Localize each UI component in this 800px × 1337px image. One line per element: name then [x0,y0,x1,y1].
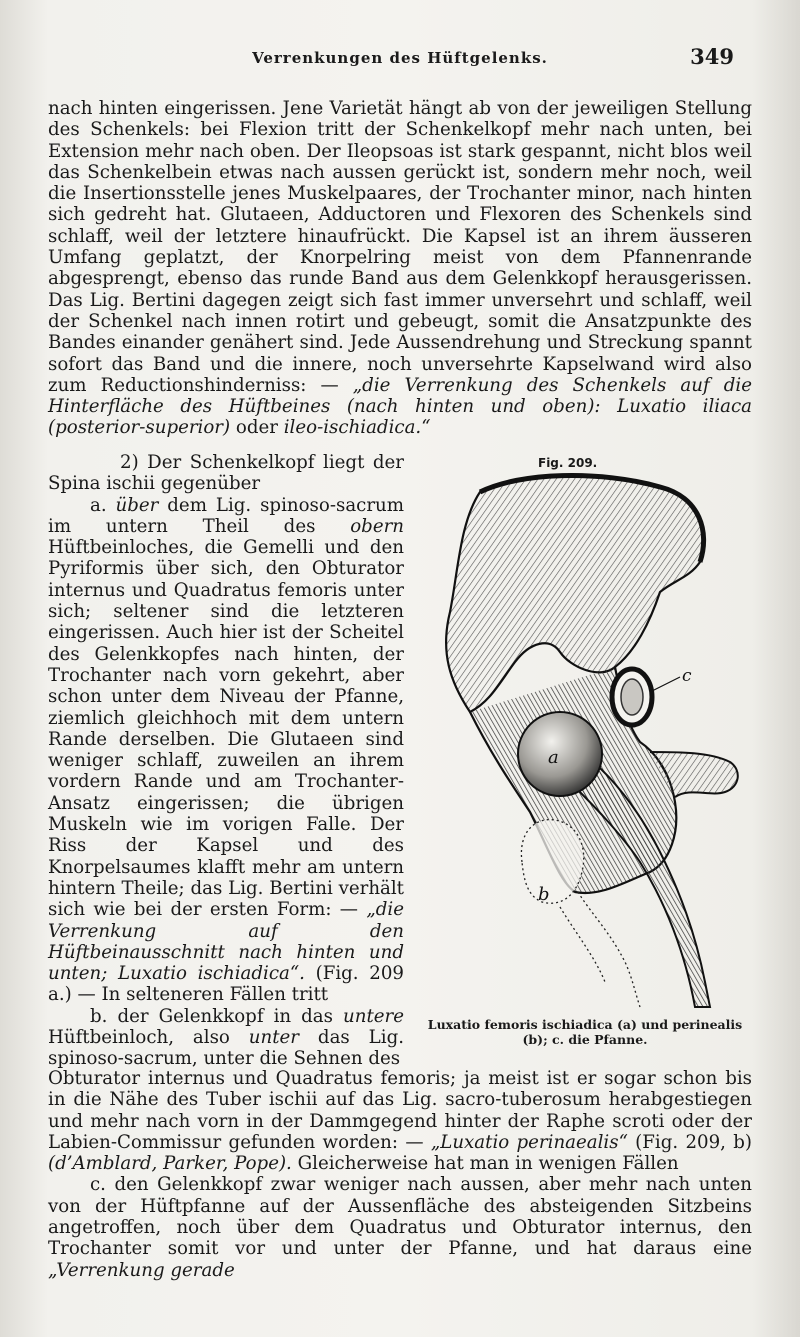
figure-caption: Luxatio femoris ischiadica (a) und perinealis (b); c. die Pfanne. [427,1017,743,1047]
marker-b: b [538,884,550,905]
femoral-head-a-shape [518,712,602,796]
italic-span: über [115,494,159,516]
top-paragraph [48,98,752,439]
page-number: 349 [690,44,734,69]
italic-span: obern [350,515,404,537]
figure-209 [410,452,755,1057]
marker-c-line [650,677,680,692]
iliac-wing-shape [446,476,704,712]
marker-c: c [682,666,692,686]
text-span: (Fig. 209 a.) — In selteneren Fällen tritt [48,963,404,1006]
left-column-text [48,452,404,1070]
text-span: das Lig. spinoso-sacrum, unter die Sehnen des [48,1027,404,1070]
marker-a: a [548,747,559,768]
text-span: nach hinten eingerissen. Jene Varietät hängt ab von der jeweiligen Stellung des Schenkels: bei Flexion tritt der Schenkelkopf mehr nach unten, bei Extension mehr nach oben. Der Ileopsoas ist stark gespannt, nicht blos weil das Schenkelbein etwas nach aussen gerückt ist, sondern mehr noch, weil die Insertionsstelle jenes Muskelpaares, der Trochanter minor, nach hinten sich gedreht hat. Glutaeen, Adductoren und Flexoren des Schenkels sind schlaff, weil der letztere hinaufrückt. Die Kapsel ist an ihrem äusseren Umfang geplatzt, der Knorpelring meist von dem Pfannenrande abgesprengt, ebenso das runde Band aus dem Gelenkkopf herausgerissen. Das Lig. Bertini dagegen zeigt sich fast immer unversehrt und schlaff, weil der Schenkel nach innen rotirt und gebeugt, somit die Ansatzpunkte des Bandes einander genähert sind. Jede Aussendrehung und Streckung spannt sofort das Band und die innere, noch unversehrte Kapselwand wird also zum Reductionshinderniss: — [48,98,752,396]
italic-span: unter [248,1027,299,1049]
bottom-paragraph [48,1068,752,1281]
hip-bone-illustration [410,452,755,1012]
italic-span: „die Verrenkung des Schenkels auf die Hinterfläche des Hüftbeines (nach hinten und oben): Luxatio iliaca (posterior-superior) [48,374,752,439]
text-span: a. [90,494,116,516]
italic-span: „Verrenkung gerade [48,1259,235,1281]
paragraph-2a [48,495,404,1006]
text-span: b. der Gelenkkopf in das [90,1005,344,1027]
text-span: Hüftbeinloch, also [48,1027,249,1049]
text-span: Obturator internus und Quadratus femoris; ja meist ist er sogar schon bis in die Nähe des Tuber ischii auf das Lig. sacro-tuberosum herabgestiegen und mehr nach vorn in der Dammgegend hinter der Raphe scroti oder der Labien-Commissur gefunden worden: — [48,1068,752,1153]
femur-b-dotted-outline-2 [560,907,605,982]
italic-span: „Luxatio perinaealis“ [430,1131,628,1153]
text-span: (Fig. 209, b) [627,1131,752,1153]
paragraph-2: 2) Der Schenkelkopf liegt der Spina ischii gegenüber [48,452,404,495]
paragraph-c [48,1174,752,1280]
text-span: oder [230,417,284,439]
italic-span: (d’Amblard, Parker, Pope). [48,1153,292,1175]
italic-span: „die Verrenkung auf den Hüftbeinausschnitt nach hinten und unten; Luxatio ischiadica“. [48,899,404,985]
text-span: Gleicherweise hat man in wenigen Fällen [291,1153,679,1175]
italic-span: untere [343,1005,404,1027]
figure-label: Fig. 209. [538,456,598,470]
paragraph-2b [48,1006,404,1070]
text-span: dem Lig. spinoso-sacrum im untern Theil des [48,494,405,537]
text-span: Hüftbeinloches, die Gemelli und den Pyriformis über sich, den Obturator internus und Quadratus femoris unter sich; seltener sind die letzteren eingerissen. Auch hier ist der Scheitel des Gelenkkopfes nach hinten, der Trochanter nach vorn gekehrt, aber schon unter dem Niveau der Pfanne, ziemlich gleichhoch mit dem untern Rande derselben. Die Glutaeen sind weniger schlaff, zuweilen an ihrem vordern Rande und am Trochanter-Ansatz eingerissen; die übrigen Muskeln wie im vorigen Falle. Der Riss der Kapsel und des Knorpelsaumes klafft mehr am untern hintern Theile; das Lig. Bertini verhält sich wie bei der ersten Form: — [48,537,404,921]
running-title: Verrenkungen des Hüftgelenks. [252,49,548,67]
italic-span: ileo-ischiadica.“ [283,417,431,439]
text-span: c. den Gelenkkopf zwar weniger nach aussen, aber mehr nach unten von der Hüftpfanne auf der Aussenfläche des absteigenden Sitzbeins angetroffen, noch über dem Quadratus und Obturator internus, den Trochanter somit vor und unter der Pfanne, und hat daraus eine [48,1174,752,1260]
acetabulum-inner-shape [621,679,643,715]
